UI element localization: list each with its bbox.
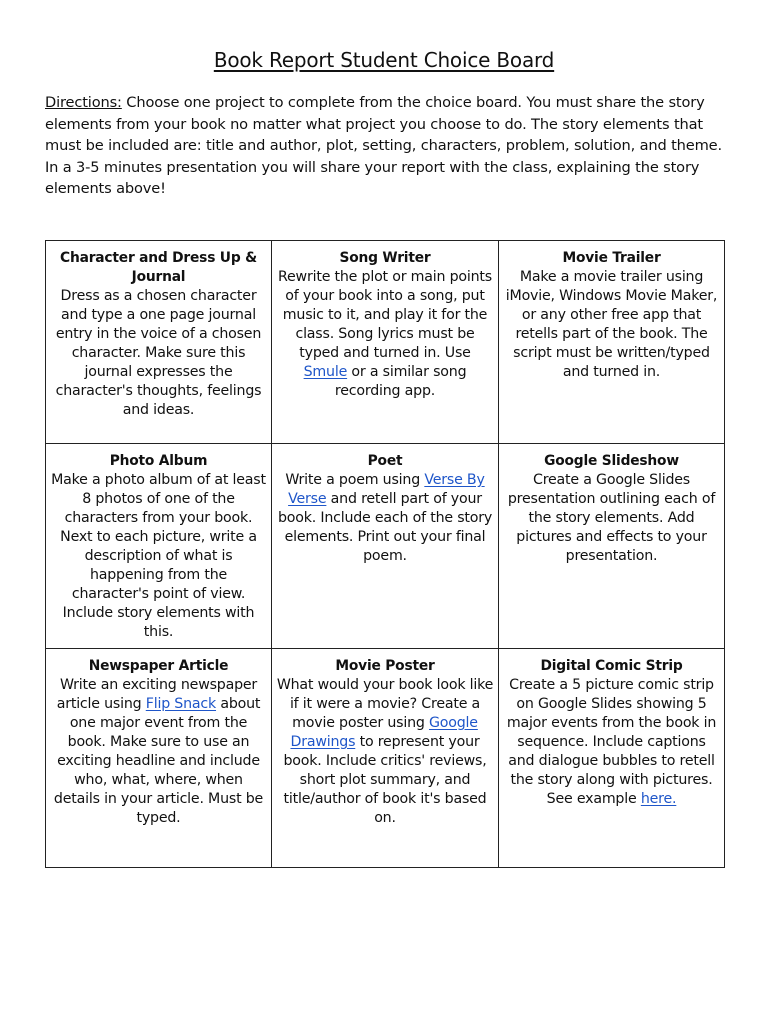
cell-title: Song Writer (339, 250, 431, 266)
flip-snack-link[interactable]: Flip Snack (145, 696, 217, 712)
example-here-link[interactable]: here. (640, 791, 677, 807)
cell-title: Photo Album (109, 453, 208, 469)
table-row (46, 649, 725, 868)
cell-title: Movie Poster (335, 658, 435, 674)
cell-movie-trailer (499, 241, 725, 444)
cell-photo-album (46, 444, 272, 649)
cell-poet (272, 444, 499, 649)
cell-movie-poster (272, 649, 499, 868)
cell-text: Create a Google Slides presentation outlining each of the story elements. Add pictures and effects to your presentation. (507, 472, 716, 564)
cell-google-slideshow (499, 444, 725, 649)
cell-title: Movie Trailer (562, 250, 661, 266)
google-drawings-link[interactable]: Google Drawings (290, 715, 478, 750)
cell-character-dress-up (46, 241, 272, 444)
choice-board-table (45, 240, 725, 868)
smule-link[interactable]: Smule (303, 364, 348, 380)
cell-title: Digital Comic Strip (540, 658, 683, 674)
directions-label: Directions: (45, 94, 122, 111)
cell-song-writer (272, 241, 499, 444)
cell-title: Poet (367, 453, 403, 469)
table-row (46, 241, 725, 444)
cell-newspaper-article (46, 649, 272, 868)
cell-text: Create a 5 picture comic strip on Google Slides showing 5 major events from the book in sequence. Include captions and dialogue bubbles to retell the story along with pictures. See example (506, 677, 717, 807)
cell-text: or a similar song recording app. (334, 364, 467, 399)
cell-text: Write an exciting newspaper article using (56, 677, 258, 712)
verse-by-verse-link[interactable]: Verse By Verse (288, 472, 485, 507)
directions-text: Choose one project to complete from the choice board. You must share the story elements from your book no matter what project you choose to do. The story elements that must be included are: title and author, plot, setting, characters, problem, solution, and theme. (45, 94, 722, 154)
cell-title: Newspaper Article (88, 658, 229, 674)
cell-text: Dress as a chosen character and type a one page journal entry in the voice of a chosen character. Make sure this journal expresses the character's thoughts, feelings and ideas. (55, 288, 262, 418)
presentation-note: In a 3-5 minutes presentation you will share your report with the class, explaining the story elements above! (45, 158, 700, 197)
cell-text: to represent your book. Include critics' reviews, short plot summary, and title/author of book it's based on. (283, 734, 487, 826)
cell-text: Write a poem using (285, 472, 425, 488)
directions-paragraph (45, 92, 725, 157)
table-row (46, 444, 725, 649)
directions-block (45, 92, 725, 200)
cell-title: Character and Dress Up & Journal (60, 250, 257, 285)
cell-text: Make a movie trailer using iMovie, Windows Movie Maker, or any other free app that retells part of the book. The script must be written/typed and turned in. (505, 269, 718, 380)
cell-text: about one major event from the book. Make sure to use an exciting headline and include who, what, where, when details in your article. Must be typed. (53, 696, 264, 826)
cell-text: Rewrite the plot or main points of your book into a song, put music to it, and play it for the class. Song lyrics must be typed and turned in. Use (278, 269, 492, 361)
cell-text: Make a photo album of at least 8 photos of one of the characters from your book. Next to each picture, write a description of what is happening from the character's point of view. Include story elements with this. (51, 472, 266, 640)
page-title: Book Report Student Choice Board (213, 48, 555, 72)
cell-title: Google Slideshow (544, 453, 679, 469)
cell-text: What would your book look like if it were a movie? Create a movie poster using (276, 677, 494, 731)
cell-text: and retell part of your book. Include each of the story elements. Print out your final poem. (277, 491, 493, 564)
cell-digital-comic-strip (499, 649, 725, 868)
